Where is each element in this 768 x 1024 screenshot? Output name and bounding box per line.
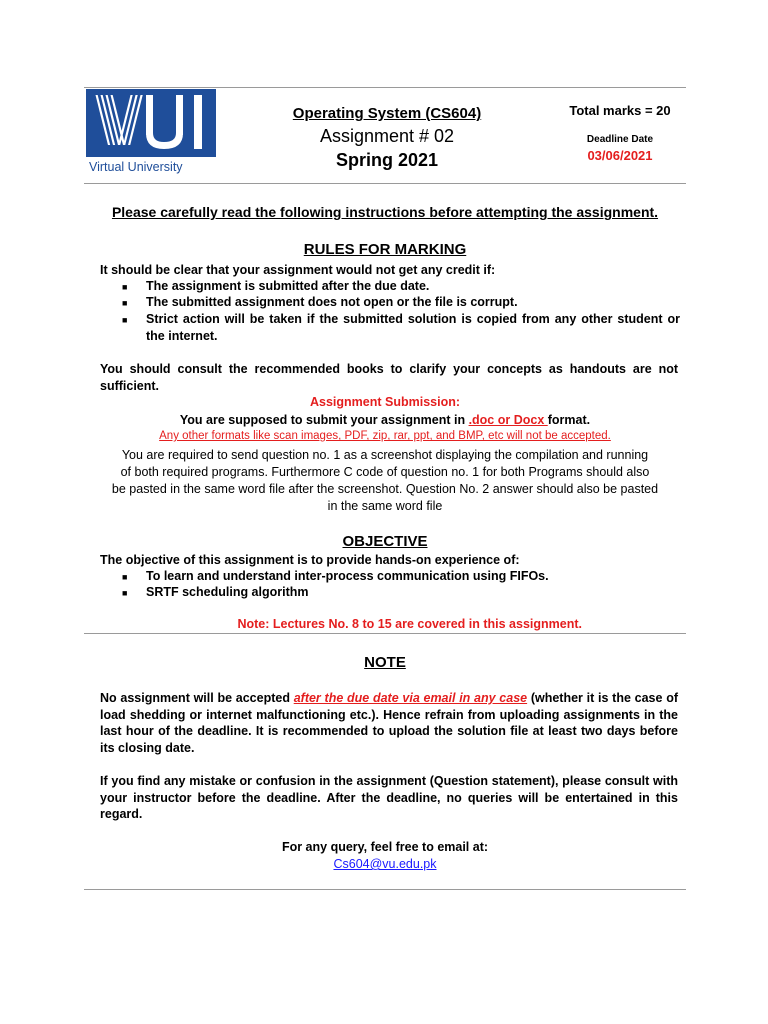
submission-body-line: be pasted in the same word file after the screenshot. Question No. 2 answer should also be pasted <box>111 482 659 496</box>
rules-item: The submitted assignment does not open or the file is corrupt. <box>146 295 518 309</box>
deadline-label: Deadline Date <box>586 134 654 145</box>
submission-title: Assignment Submission: <box>309 395 461 409</box>
doc-format-link[interactable]: .doc or Docx <box>468 413 548 427</box>
course-title: Operating System (CS604) <box>292 105 482 122</box>
total-marks: Total marks = 20 <box>569 103 671 118</box>
contact-email-link[interactable]: Cs604@vu.edu.pk <box>333 857 437 871</box>
square-bullet-icon: ■ <box>122 588 128 598</box>
objective-item: To learn and understand inter-process communication using FIFOs. <box>146 569 549 583</box>
assignment-number: Assignment # 02 <box>319 126 455 146</box>
formats-warning: Any other formats like scan images, PDF, zip, rar, ppt, and BMP, etc will not be accepted. <box>159 430 611 442</box>
rules-item: Strict action will be taken if the submitted solution is copied from any other student or the internet. <box>146 312 680 343</box>
rules-title: RULES FOR MARKING <box>303 241 467 258</box>
vu-logo <box>86 89 216 175</box>
square-bullet-icon: ■ <box>122 315 128 325</box>
objective-item: SRTF scheduling algorithm <box>146 585 309 599</box>
vu-logo-graphic <box>86 89 216 175</box>
header-rule <box>84 183 686 184</box>
note-p1-pre: No assignment will be accepted <box>100 691 294 705</box>
note-paragraph-2: If you find any mistake or confusion in the assignment (Question statement), please consult with your instructor before the deadline. After the deadline, no queries will be entertained in this regard. <box>100 774 678 821</box>
note-p1-post: (whether it is the case of load shedding or internet malfunctioning etc.). Hence refrain from uploading assignments in the last hour of the deadline. It is recommended to upload the solution file at least two days before its closing date. <box>100 691 678 755</box>
submission-format-line <box>84 413 686 427</box>
submission-body-line: You are required to send question no. 1 as a screenshot displaying the compilation and running <box>121 448 649 462</box>
square-bullet-icon: ■ <box>122 572 128 582</box>
objective-intro: The objective of this assignment is to provide hands-on experience of: <box>100 553 520 567</box>
email-row <box>84 857 686 871</box>
note-paragraph-1 <box>100 690 678 756</box>
submission-body-line: in the same word file <box>327 499 443 513</box>
rules-intro: It should be clear that your assignment would not get any credit if: <box>100 263 496 277</box>
consult-text: You should consult the recommended books to clarify your concepts as handouts are not sufficient. <box>100 362 678 393</box>
note-title: NOTE <box>364 654 406 671</box>
top-rule <box>84 87 686 88</box>
instructions-heading: Please carefully read the following instructions before attempting the assignment. <box>111 204 659 220</box>
query-label: For any query, feel free to email at: <box>281 840 489 854</box>
submission-format-pre: You are supposed to submit your assignment in <box>179 413 469 427</box>
note-p1-emphasis: after the due date via email in any case <box>293 691 528 705</box>
logo-caption: Virtual University <box>89 160 183 174</box>
bottom-rule <box>84 889 686 890</box>
submission-format-post: format. <box>547 413 591 427</box>
square-bullet-icon: ■ <box>122 298 128 308</box>
submission-body-line: of both required programs. Furthermore C code of question no. 1 for both Programs should also <box>120 465 650 479</box>
deadline-date: 03/06/2021 <box>587 148 653 163</box>
rules-item: The assignment is submitted after the due date. <box>146 279 430 293</box>
square-bullet-icon: ■ <box>122 282 128 292</box>
objective-rule <box>84 633 686 634</box>
semester: Spring 2021 <box>335 150 439 170</box>
objective-title: OBJECTIVE <box>342 533 428 550</box>
lectures-note: Note: Lectures No. 8 to 15 are covered in this assignment. <box>237 617 582 631</box>
